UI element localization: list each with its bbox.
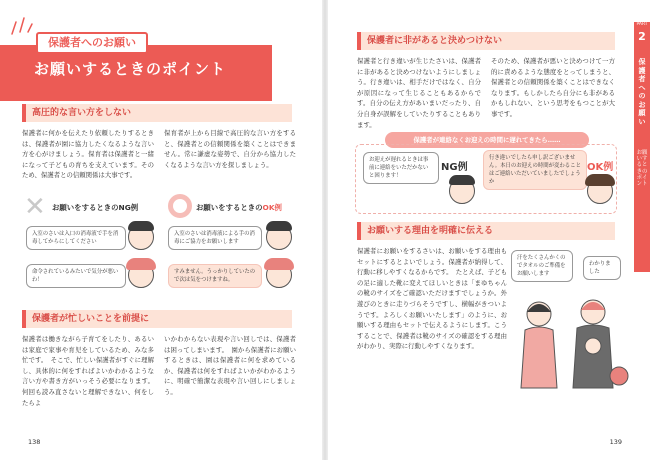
ok-example-heading [196,202,282,213]
staff-ok-right-hair [585,174,615,186]
section-busy-col1: 保護者は働きながら子育てをしたり、あるいは家庭で家事や育児をしているため、みな多忙です。 そこで、忙しい保護者がすぐに理解し、具体的に何をすればよいかわかるような言い方や書き方がいっそう必要になります。何回も読み直さないと理解できない、何をしたらよ [22,335,154,407]
scenario-callout: 保護者が連絡なくお迎えの時間に遅れてきたら…… [385,132,589,148]
section-heading-blame: 保護者に非があると決めつけない [357,32,615,50]
ng-bubble-right: お迎えが遅れるときは事前に連絡をいただかないと困ります！ [363,152,439,184]
ng-cross-icon: ✕ [24,192,46,222]
chapter-part-label: PART [636,22,648,27]
section-heading-tone: 高圧的な言い方をしない [22,104,292,122]
section-blame-col2: そのため、保護者が悪いと決めつけて一方的に責めるような態度をとってしまうと、保護者との信頼関係を築くことはできなくなります。もしかしたら自分にも非があるかもしれない、という思考をもつことが大事です。 [491,57,615,118]
ok-example-prefix: お願いをするときの [196,203,263,212]
chapter-subtitle: お願いするときのポイント [636,150,648,188]
ng-example-label: NG例 [118,203,139,212]
illustration-bubble-staff: 汗をたくさんかくのでタオルのご準備をお願いします [511,250,573,282]
staff-ok-hair [266,221,292,231]
staff-hair [128,221,154,231]
ok-circle-icon [168,194,192,218]
illustration-bubble-parent: わかりました [583,256,621,280]
section-busy-col2: いかわからない表現や言い回しでは、保護者は困ってしまいます。 園から保護者にお願いするときは、園は保護者に何を求めているか、保護者は何をすればよいかがわかるように、明確で簡潔な表現や言い回しにしましょう。 [164,335,296,396]
ok-bubble-parent: すみません。うっかりしていたので次は気をつけますね。 [168,264,262,288]
ok-bubble-staff: 入室のさいは消毒液による手の消毒にご協力をお願いします [168,226,262,250]
section-tone-col2: 保育者が上から目線で高圧的な言い方をすると、保護者との信頼関係を築くことはできません。常に謙虚な姿勢で、自分から協力したくなるような言い方を探しましょう。 [164,129,296,169]
ng-example-heading [52,202,138,213]
ok-label-right: OK例 [587,162,614,173]
right-page [325,0,650,460]
parent-hair [126,258,156,270]
chapter-number: 2 [638,30,646,43]
ng-label-right: NG例 [441,162,468,173]
section-blame-col1: 保護者と行き違いが生じたさいは、保護者に非があると決めつけないようにしましょう。行き違いは、相手だけではなく、自分が原因になって生じることもあるからです。自分の伝え方があいまいだったり、自分自身が誤解をしていたりすることもあります。 [357,57,481,129]
sparkle-icon [8,14,36,36]
page-number-left: 138 [28,438,41,446]
page-title: お願いするときのポイント [34,60,227,78]
section-reason-body: 保護者にお願いをするさいは、お願いをする理由もセットにするとよいでしょう。保護者が納得して、行動に移しやすくなるからです。 たとえば、子どもの足に適した靴に変えてほしいときは「まゆちゃんの靴のサイズをご確認いただけますでしょうか。外遊びのときに走りづらそうですし、横幅がきついようです。よろしくお願いいたします」のように、お願いする理由もセットで伝えるようにします。こうすることで、保護者は靴のサイズの確認をする理由がわかり、実際に行動しやすくなります。 [357,247,507,351]
book-gutter [322,0,328,460]
chapter-title: 保護者へのお願い [638,58,646,126]
ng-bubble-parent: 命令されているみたいで気分が悪いわ！ [26,264,126,288]
ng-bubble-staff: 入室のさいは入口の消毒液で手を消毒してからにしてください [26,226,126,250]
staff-ng-hair [449,175,475,185]
banner-subtitle: 保護者へのお願い [36,32,148,54]
ok-bubble-right: 行き違いでしたら申し訳ございません。本日のお迎えの時間が変わることはご連絡いただいていましたでしょうか [483,150,587,190]
page-number-right: 139 [609,438,622,446]
section-heading-busy: 保護者が忙しいことを前提に [22,310,292,328]
parent-ok-hair [264,258,294,270]
staff-and-parent-illustration [511,292,629,392]
section-heading-reason: お願いする理由を明確に伝える [357,222,615,240]
ok-example-label: OK例 [262,203,282,212]
section-tone-col1: 保護者に何かを伝えたり依頼したりするときは、保護者が園に協力したくなるような言い方を心がけましょう。保育者は保護者と一緒になって子どもの育ちを支えています。そのため、保護者との信頼関係は大事です。 [22,129,154,180]
ng-example-prefix: お願いをするときの [52,203,119,212]
